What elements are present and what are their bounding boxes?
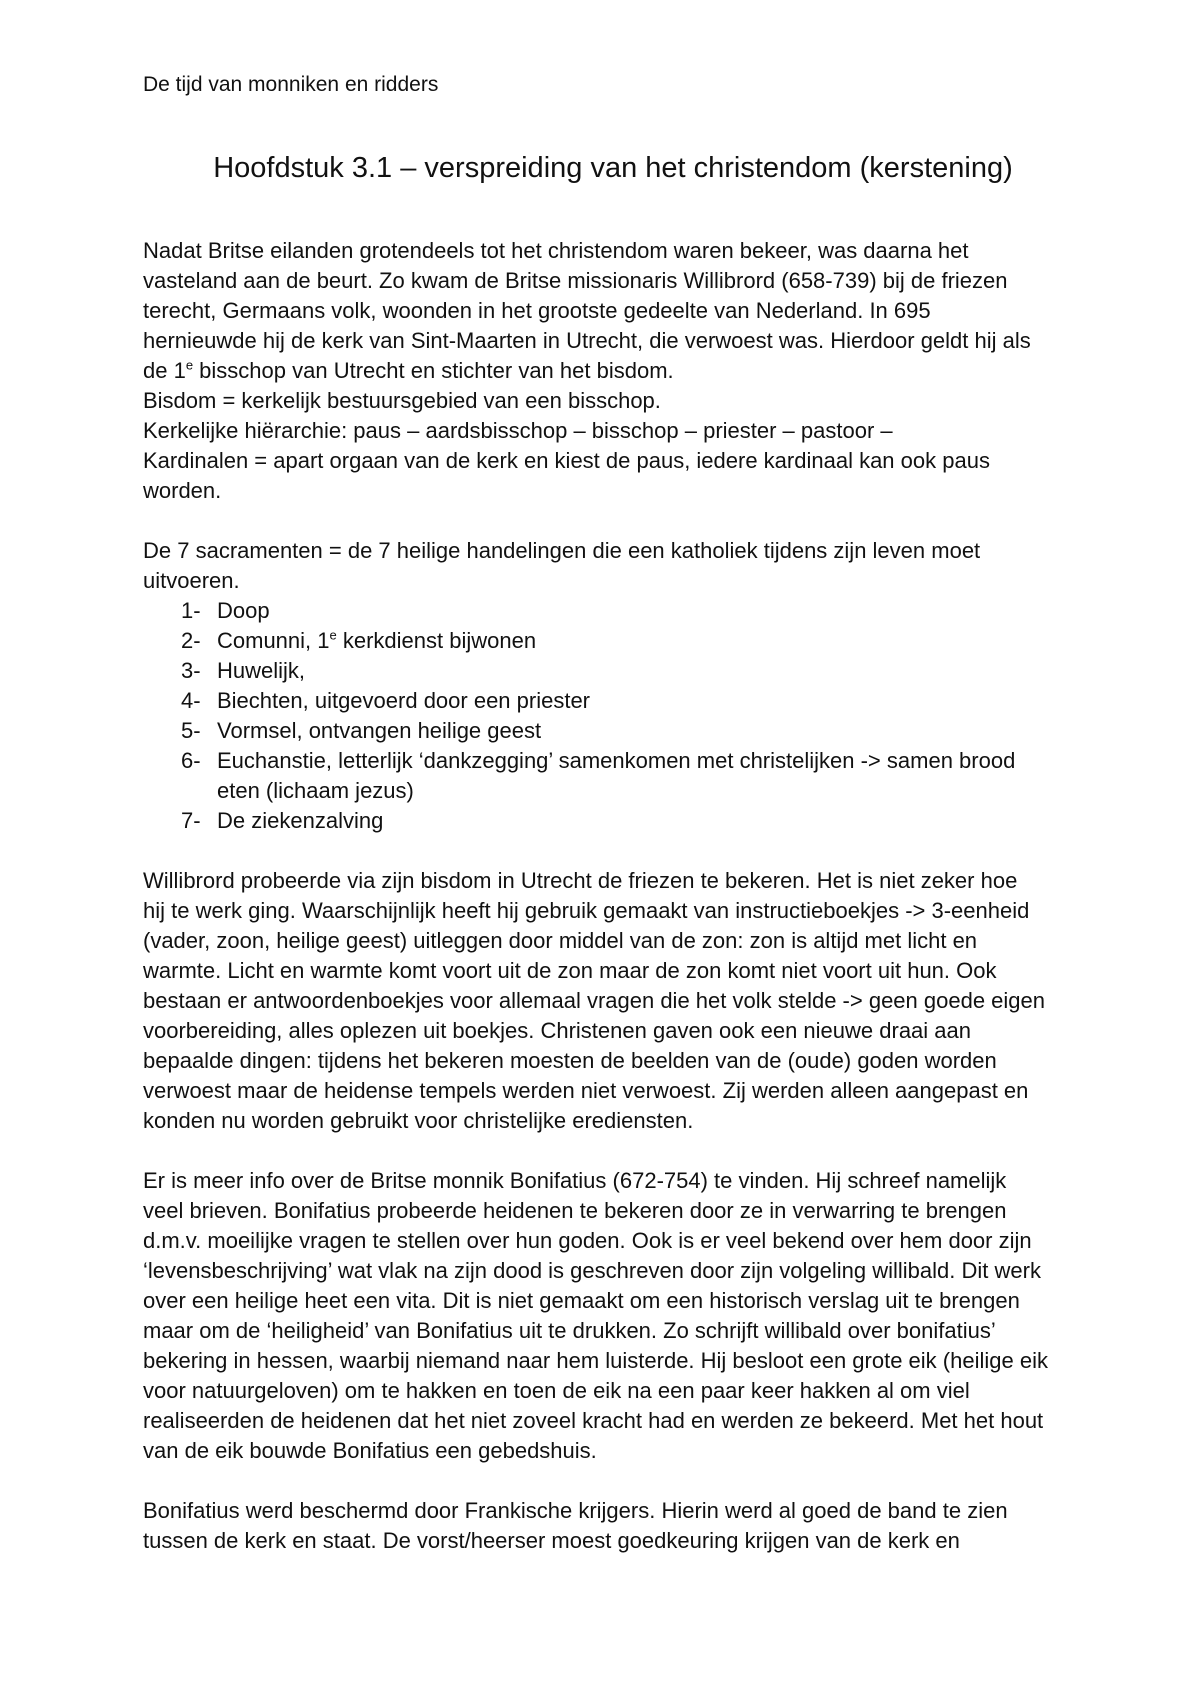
paragraph-line: Willibrord probeerde via zijn bisdom in Utrecht de friezen te bekeren. Het is niet zeker hoe	[143, 868, 1018, 893]
document-page	[143, 70, 1083, 1586]
list-item	[143, 806, 1083, 836]
paragraph-line: tussen de kerk en staat. De vorst/heerser moest goedkeuring krijgen van de kerk en	[143, 1528, 960, 1553]
list-item-text: Huwelijk,	[217, 658, 306, 683]
intro-line: vasteland aan de beurt. Zo kwam de Britse missionaris Willibrord (658-739) bij de friezen	[143, 268, 1008, 293]
paragraph-line: realiseerden de heidenen dat het niet zoveel kracht had en werden ze bekeerd. Met het hout	[143, 1408, 1044, 1433]
list-item-number: 2-	[181, 628, 201, 653]
list-item-number: 7-	[181, 808, 201, 833]
franks-paragraph	[143, 1496, 1083, 1556]
paragraph-line: Bonifatius werd beschermd door Frankische krijgers. Hierin werd al goed de band te zien	[143, 1498, 1008, 1523]
list-item-text-pre: Comunni, 1	[217, 628, 330, 653]
list-item	[143, 746, 1083, 806]
kardinalen-line: Kardinalen = apart orgaan van de kerk en kiest de paus, iedere kardinaal kan ook paus	[143, 448, 990, 473]
list-item-number: 3-	[181, 658, 201, 683]
paragraph-line: veel brieven. Bonifatius probeerde heidenen te bekeren door ze in verwarring te brengen	[143, 1198, 1007, 1223]
paragraph-line: maar om de ‘heiligheid’ van Bonifatius uit te drukken. Zo schrijft willibald over bonifatius’	[143, 1318, 996, 1343]
paragraph-line: warmte. Licht en warmte komt voort uit de zon maar de zon komt niet voort uit hun. Ook	[143, 958, 997, 983]
intro-paragraph	[143, 236, 1083, 506]
paragraph-line: ‘levensbeschrijving’ wat vlak na zijn dood is geschreven door zijn volgeling willibald. Dit werk	[143, 1258, 1041, 1283]
paragraph-line: Er is meer info over de Britse monnik Bonifatius (672-754) te vinden. Hij schreef namelijk	[143, 1168, 1007, 1193]
list-item-text: Euchanstie, letterlijk ‘dankzegging’ samenkomen met christelijken -> samen brood	[217, 748, 1016, 773]
sacraments-intro-line: De 7 sacramenten = de 7 heilige handelingen die een katholiek tijdens zijn leven moet	[143, 538, 981, 563]
bisdom-definition: Bisdom = kerkelijk bestuursgebied van een bisschop.	[143, 388, 661, 413]
intro-line: terecht, Germaans volk, woonden in het grootste gedeelte van Nederland. In 695	[143, 298, 931, 323]
sacraments-list	[143, 596, 1083, 836]
paragraph-line: konden nu worden gebruikt voor christelijke erediensten.	[143, 1108, 694, 1133]
intro-line: hernieuwde hij de kerk van Sint-Maarten in Utrecht, die verwoest was. Hierdoor geldt hij als	[143, 328, 1031, 353]
sacraments-intro-line: uitvoeren.	[143, 568, 240, 593]
paragraph-line: voorbereiding, alles oplezen uit boekjes. Christenen gaven ook een nieuwe draai aan	[143, 1018, 971, 1043]
page-title: Hoofdstuk 3.1 – verspreiding van het christendom (kerstening)	[213, 152, 1013, 184]
ordinal-sup: e	[329, 627, 337, 643]
paragraph-line: verwoest maar de heidense tempels werden niet verwoest. Zij werden alleen aangepast en	[143, 1078, 1029, 1103]
list-item	[143, 626, 1083, 656]
bonifatius-paragraph	[143, 1166, 1083, 1466]
paragraph-line: voor natuurgeloven) om te hakken en toen de eik na een paar keer hakken al om viel	[143, 1378, 970, 1403]
list-item	[143, 716, 1083, 746]
sacraments-intro	[143, 536, 1083, 596]
paragraph-line: (vader, zoon, heilige geest) uitleggen door middel van de zon: zon is altijd met licht en	[143, 928, 978, 953]
bishop-text-pre: de 1	[143, 358, 186, 383]
list-item-text: Biechten, uitgevoerd door een priester	[217, 688, 591, 713]
bishop-ordinal-sup: e	[185, 357, 194, 373]
paragraph-line: van de eik bouwde Bonifatius een gebedshuis.	[143, 1438, 597, 1463]
hierarchy-line: Kerkelijke hiërarchie: paus – aardsbisschop – bisschop – priester – pastoor –	[143, 418, 893, 443]
list-item-text-continued: eten (lichaam jezus)	[217, 778, 414, 803]
list-item-text: De ziekenzalving	[217, 808, 384, 833]
paragraph-line: bestaan er antwoordenboekjes voor allemaal vragen die het volk stelde -> geen goede eigen	[143, 988, 1045, 1013]
kardinalen-line: worden.	[143, 478, 222, 503]
list-item-number: 4-	[181, 688, 201, 713]
list-item	[143, 656, 1083, 686]
list-item	[143, 686, 1083, 716]
paragraph-line: bekering in hessen, waarbij niemand naar hem luisterde. Hij besloot een grote eik (heilige eik	[143, 1348, 1048, 1373]
paragraph-line: d.m.v. moeilijke vragen te stellen over hun goden. Ook is er veel bekend over hem door zijn	[143, 1228, 1032, 1253]
list-item	[143, 596, 1083, 626]
willibrord-paragraph	[143, 866, 1083, 1136]
paragraph-line: over een heilige heet een vita. Dit is niet gemaakt om een historisch verslag uit te brengen	[143, 1288, 1020, 1313]
bishop-text-post: bisschop van Utrecht en stichter van het bisdom.	[193, 358, 674, 383]
paragraph-line: bepaalde dingen: tijdens het bekeren moesten de beelden van de (oude) goden worden	[143, 1048, 997, 1073]
intro-bishop-line	[143, 356, 1083, 386]
list-item-text: Vormsel, ontvangen heilige geest	[217, 718, 542, 743]
document-header: De tijd van monniken en ridders	[143, 73, 439, 96]
intro-line: Nadat Britse eilanden grotendeels tot het christendom waren bekeer, was daarna het	[143, 238, 969, 263]
list-item-number: 1-	[181, 598, 201, 623]
list-item-text: Doop	[217, 598, 270, 623]
paragraph-line: hij te werk ging. Waarschijnlijk heeft hij gebruik gemaakt van instructieboekjes -> 3-eenheid	[143, 898, 1030, 923]
list-item-number: 5-	[181, 718, 201, 743]
list-item-number: 6-	[181, 748, 201, 773]
list-item-text-post: kerkdienst bijwonen	[336, 628, 537, 653]
